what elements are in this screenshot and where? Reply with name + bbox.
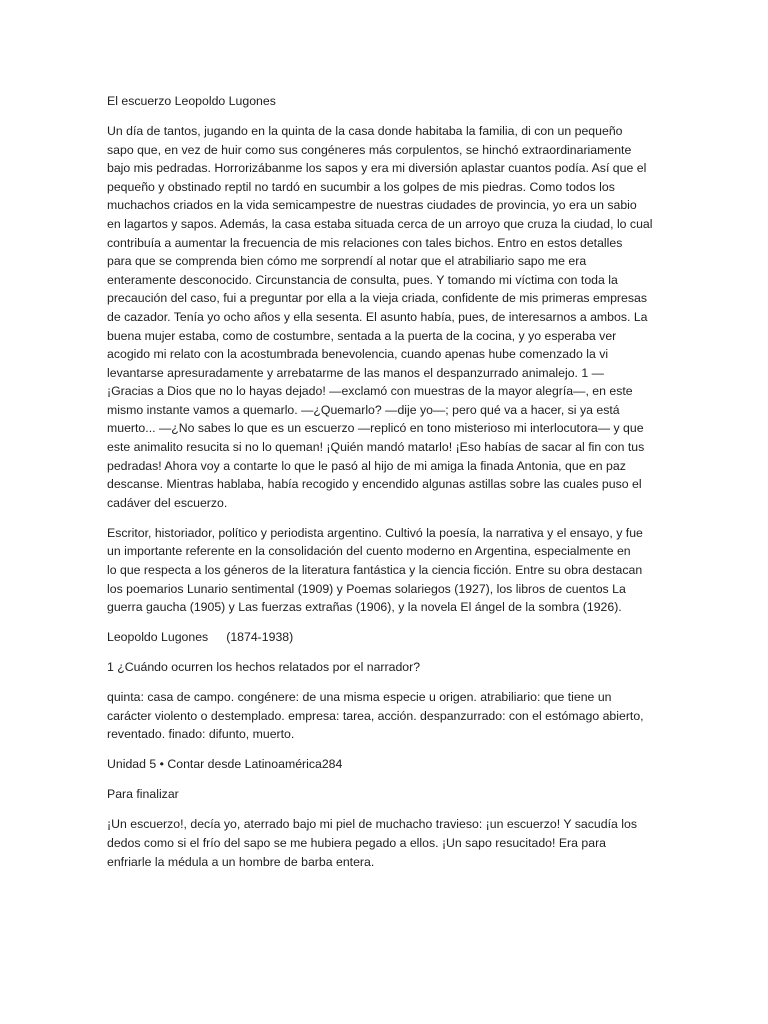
story-line: enteramente desconocido. Circunstancia de consulta, pues. Y tomando mi víctima con toda la xyxy=(107,272,618,287)
story-line: sapo que, en vez de huir como sus congéneres más corpulentos, se hinchó extraordinariamente xyxy=(107,142,632,157)
story-line: acogido mi relato con la acostumbrada benevolencia, cuando apenas hube comenzado la vi xyxy=(107,347,609,362)
bio-line: los poemarios Lunario sentimental (1909) y Poemas solariegos (1927), los libros de cuentos La xyxy=(107,581,626,596)
story-line: este animalito resucita si no lo queman! ¡Quién mandó matarlo! ¡Eso habías de sacar al fin con tus xyxy=(107,440,645,455)
bio-line: lo que respecta a los géneros de la literatura fantástica y la ciencia ficción. Entre su obra destacan xyxy=(107,563,643,578)
document-title-block xyxy=(107,92,727,111)
comprehension-question: 1 ¿Cuándo ocurren los hechos relatados por el narrador? xyxy=(107,660,421,675)
glossary-line: reventado. finado: difunto, muerto. xyxy=(107,727,295,742)
unit-label: Unidad 5 • Contar desde Latinoamérica284 xyxy=(107,757,343,772)
closing-line: dedos como si el frío del sapo se me hubiera pegado a ellos. ¡Un sapo resucitado! Era para xyxy=(107,835,606,850)
author-dates: (1874-1938) xyxy=(226,630,294,645)
question-block xyxy=(107,658,727,677)
document-title: El escuerzo Leopoldo Lugones xyxy=(107,94,276,108)
closing-line: ¡Un escuerzo!, decía yo, aterrado bajo mi piel de muchacho travieso: ¡un escuerzo! Y sacudía los xyxy=(107,817,637,832)
author-line xyxy=(107,628,727,647)
section-heading-block xyxy=(107,785,727,804)
section-heading: Para finalizar xyxy=(107,787,179,802)
story-line: muchachos criados en la vida semicampestre de nuestras ciudades de provincia, yo era un sabio xyxy=(107,198,637,213)
story-line: descanse. Mientras hablaba, había recogido y encendido algunas astillas sobre las cuales puso el xyxy=(107,477,642,492)
story-line: en lagartos y sapos. Además, la casa estaba situada cerca de un arroyo que cruza la ciudad, lo cual xyxy=(107,216,653,231)
unit-footer xyxy=(107,755,727,774)
author-credit xyxy=(107,628,727,647)
glossary-paragraph xyxy=(107,688,727,744)
story-line: mismo instante vamos a quemarlo. —¿Quemarlo? —dije yo—; pero qué va a hacer, si ya está xyxy=(107,402,620,417)
story-line: cadáver del escuerzo. xyxy=(107,495,228,510)
story-line: contribuía a aumentar la frecuencia de mis relaciones con tales bichos. Entro en estos detalles xyxy=(107,235,623,250)
bio-line: guerra gaucha (1905) y Las fuerzas extrañas (1906), y la novela El ángel de la sombra (1926). xyxy=(107,600,622,615)
document-page xyxy=(107,92,727,882)
story-line: pedradas! Ahora voy a contarte lo que le pasó al hijo de mi amiga la finada Antonia, que en paz xyxy=(107,458,626,473)
story-line: de cazador. Tenía yo ocho años y ella sesenta. El asunto había, pues, de interesarnos a ambos. La xyxy=(107,309,648,324)
story-paragraph xyxy=(107,122,727,512)
glossary-line: quinta: casa de campo. congénere: de una misma especie u origen. atrabiliario: que tiene un xyxy=(107,690,612,705)
story-line: pequeño y obstinado reptil no tardó en sucumbir a los golpes de mis piedras. Como todos los xyxy=(107,179,615,194)
bio-line: Escritor, historiador, político y periodista argentino. Cultivó la poesía, la narrativa y el ensayo, y fue xyxy=(107,525,643,540)
story-line: precaución del caso, fui a preguntar por ella a la vieja criada, confidente de mis primeras empresas xyxy=(107,291,647,306)
story-line: bajo mis pedradas. Horrorizábanme los sapos y era mi diversión aplastar cuantos podía. Así que el xyxy=(107,161,647,176)
closing-paragraph xyxy=(107,815,727,871)
closing-line: enfriarle la médula a un hombre de barba entera. xyxy=(107,854,375,869)
author-bio-paragraph xyxy=(107,524,727,617)
story-line: muerto... —¿No sabes lo que es un escuerzo —replicó en tono misterioso mi interlocutora— y que xyxy=(107,421,644,436)
author-name: Leopoldo Lugones xyxy=(107,630,209,645)
story-line: Un día de tantos, jugando en la quinta de la casa donde habitaba la familia, di con un pequeño xyxy=(107,123,623,138)
story-line: para que se comprenda bien cómo me sorprendí al notar que el atrabiliario sapo me era xyxy=(107,254,587,269)
story-line: levantarse apresuradamente y arrebatarme de las manos el despanzurrado animalejo. 1 — xyxy=(107,365,604,380)
story-line: ¡Gracias a Dios que no lo hayas dejado! —exclamó con muestras de la mayor alegría—, en este xyxy=(107,384,633,399)
story-line: buena mujer estaba, como de costumbre, sentada a la puerta de la cocina, y yo esperaba ver xyxy=(107,328,617,343)
bio-line: un importante referente en la consolidación del cuento moderno en Argentina, especialmente en xyxy=(107,544,631,559)
glossary-line: carácter violento o destemplado. empresa: tarea, acción. despanzurrado: con el estómago abierto, xyxy=(107,708,644,723)
